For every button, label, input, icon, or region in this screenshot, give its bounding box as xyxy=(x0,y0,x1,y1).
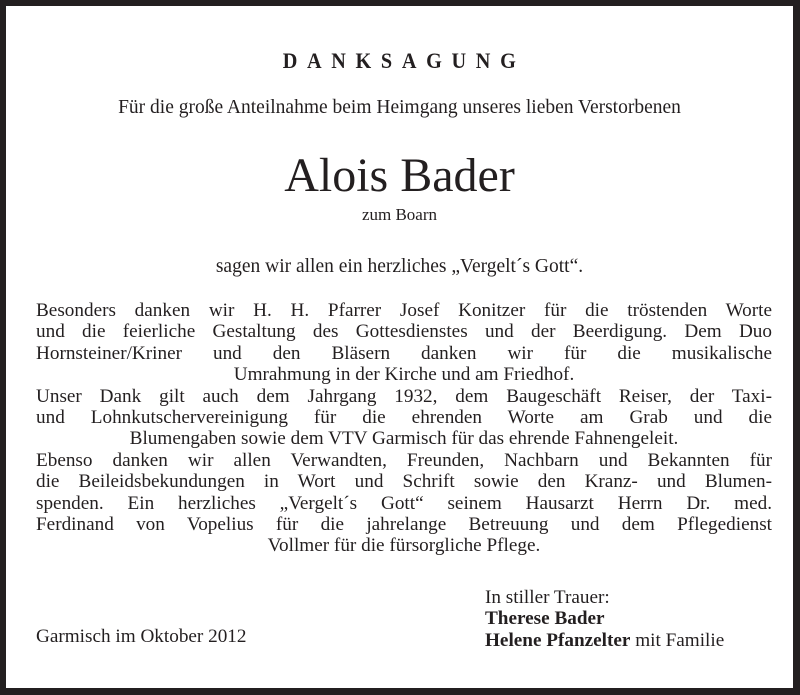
mourner-name: Therese Bader xyxy=(485,608,605,630)
mourner xyxy=(485,630,724,651)
mourner-name: Helene Pfanzelter xyxy=(485,629,631,651)
body-line: Ebenso danken wir allen Verwandten, Freunden, Nachbarn und Bekannten für xyxy=(36,449,772,471)
body-line: Umrahmung in der Kirche und am Friedhof. xyxy=(233,364,575,386)
body-line: die Beileidsbekundungen in Wort und Schrift sowie den Kranz- und Blumen- xyxy=(36,471,772,493)
thanks-line: sagen wir allen ein herzliches „Vergelt´s Gott“. xyxy=(215,256,584,277)
body-line: und die feierliche Gestaltung des Gottesdienstes und der Beerdigung. Dem Duo xyxy=(36,321,772,343)
mourner xyxy=(485,608,724,629)
intro-text: Für die große Anteilnahme beim Heimgang unseres lieben Verstorbenen xyxy=(118,97,681,118)
place-date: Garmisch im Oktober 2012 xyxy=(36,626,247,647)
body-line: und Lohnkutschervereinigung für die ehrenden Worte am Grab und die xyxy=(36,406,772,428)
body-line: Blumengaben sowie dem VTV Garmisch für das ehrende Fahnengeleit. xyxy=(129,428,679,450)
body-line: Hornsteiner/Kriner und den Bläsern danken wir für die musikalische xyxy=(36,342,772,364)
deceased-name: Alois Bader xyxy=(284,149,515,202)
body-line: Unser Dank gilt auch dem Jahrgang 1932, dem Baugeschäft Reiser, der Taxi- xyxy=(36,385,772,407)
mourners-block xyxy=(485,587,724,651)
body-text xyxy=(36,300,772,557)
deceased-nickname: zum Boarn xyxy=(361,205,438,224)
body-line: Ferdinand von Vopelius für die jahrelange Betreuung und dem Pflegedienst xyxy=(36,513,772,535)
notice-title: DANKSAGUNG xyxy=(282,48,526,73)
mourner-suffix: mit Familie xyxy=(630,629,725,651)
obituary-notice xyxy=(6,6,793,688)
body-line: Besonders danken wir H. H. Pfarrer Josef Konitzer für die tröstenden Worte xyxy=(36,300,772,321)
body-line: spenden. Ein herzliches „Vergelt´s Gott“ seinem Hausarzt Herrn Dr. med. xyxy=(36,492,772,514)
mourning-label: In stiller Trauer: xyxy=(485,587,610,608)
body-line: Vollmer für die fürsorgliche Pflege. xyxy=(267,535,541,557)
